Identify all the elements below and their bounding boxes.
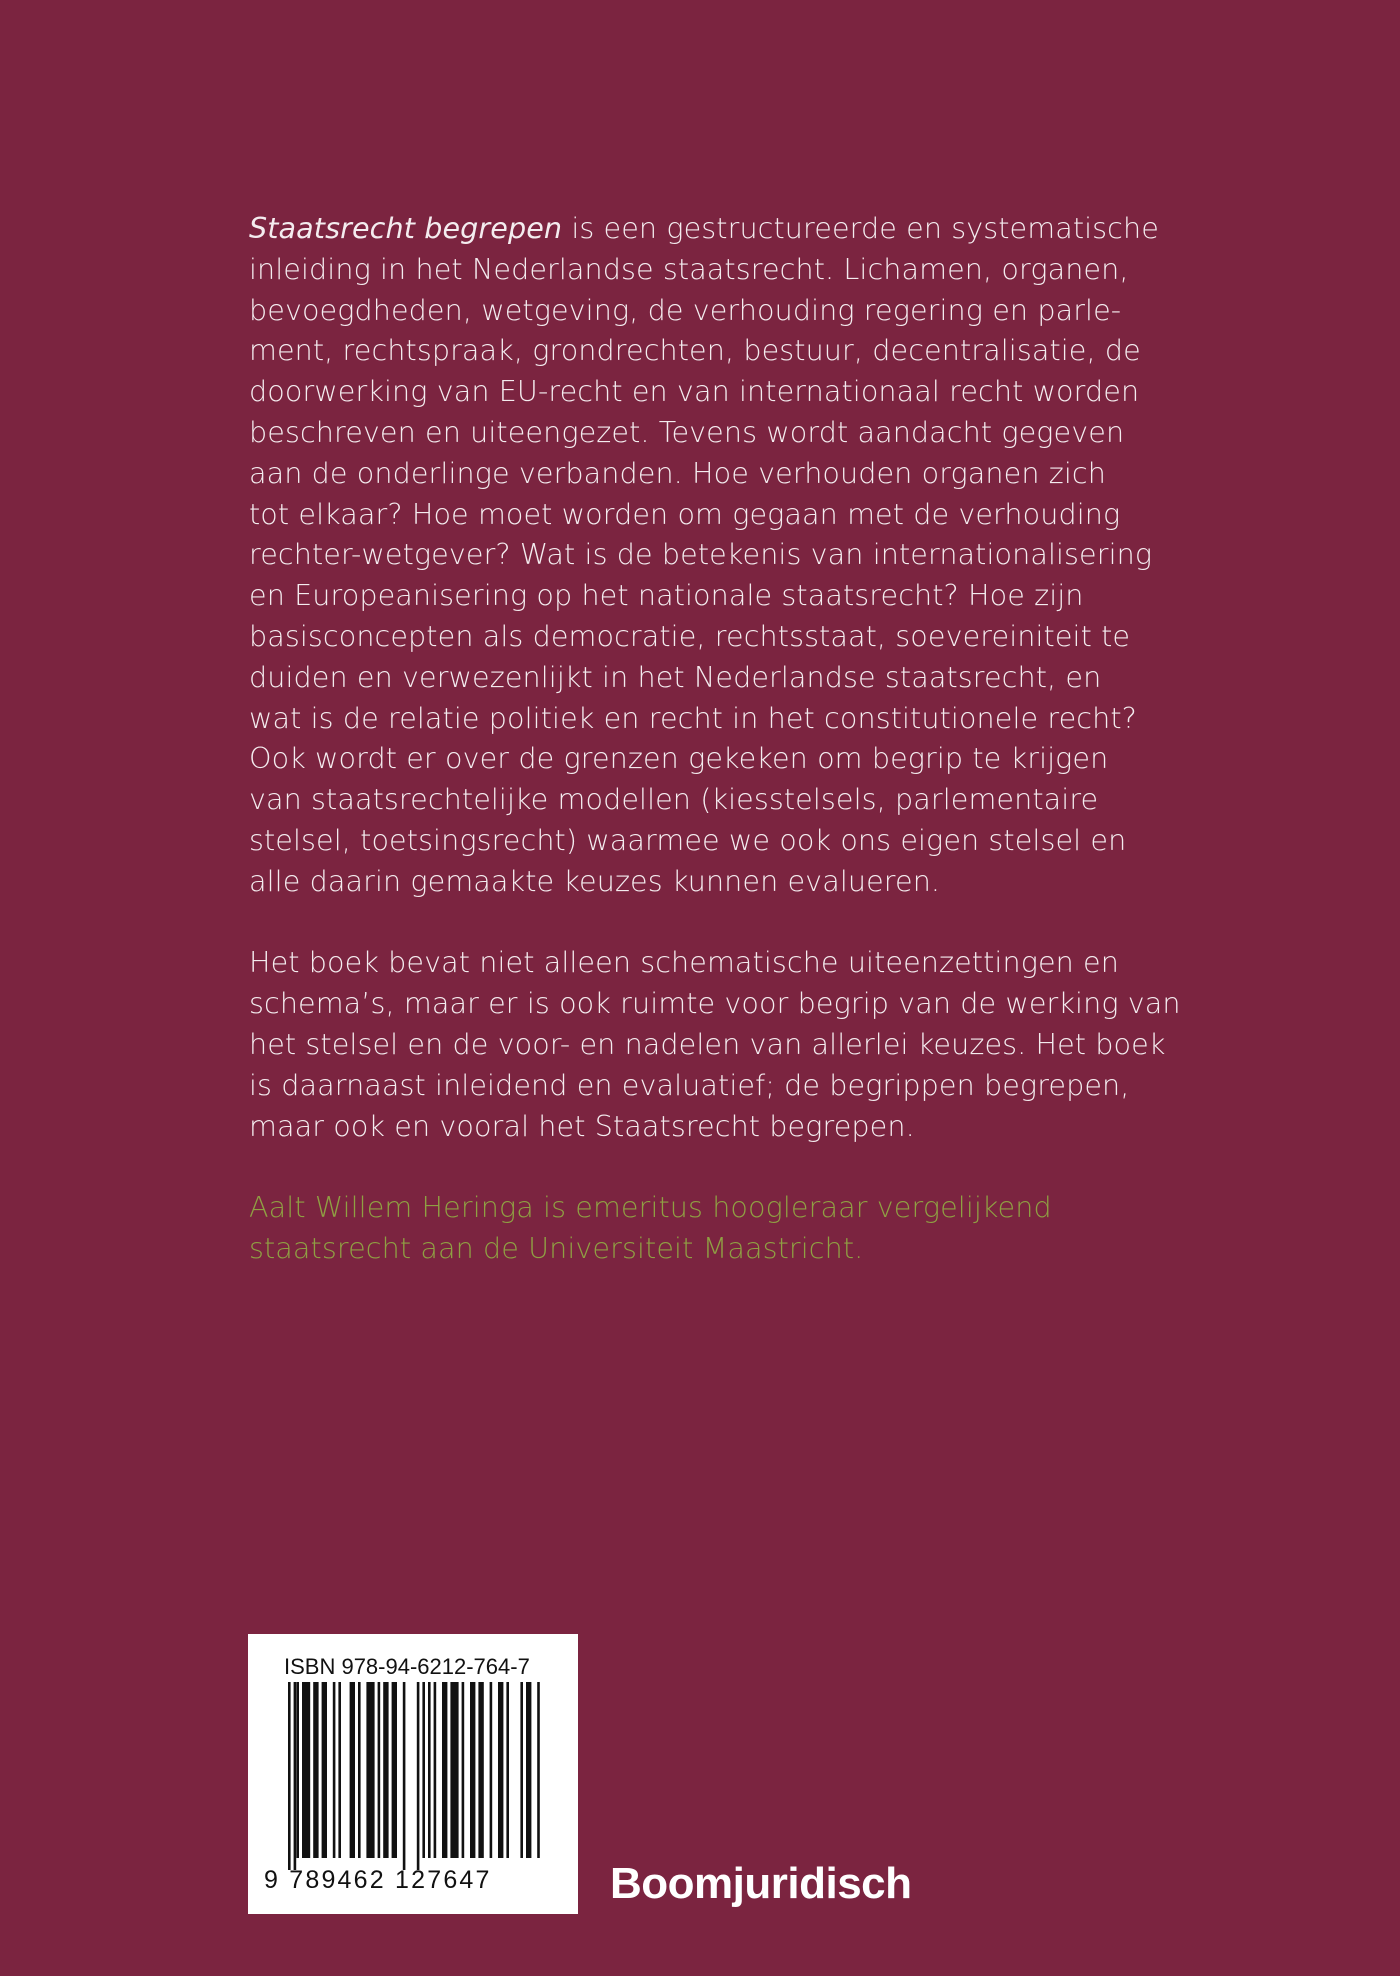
- barcode-bar: [403, 1682, 406, 1870]
- barcode-bar: [422, 1682, 425, 1858]
- blurb-line: stelsel, toetsingsrecht) waarmee we ook ons eigen stelsel en: [249, 822, 1127, 857]
- barcode-bar: [333, 1682, 336, 1858]
- blurb-line: is daarnaast inleidend en evaluatief; de begrippen begrepen,: [249, 1067, 1130, 1102]
- blurb-line: ment, rechtspraak, grondrechten, bestuur, decentralisatie, de: [249, 333, 1141, 368]
- barcode-bar: [498, 1682, 503, 1858]
- barcode-bar: [428, 1682, 431, 1858]
- book-title: Staatsrecht begrepen: [249, 211, 563, 245]
- blurb-line: en Europeanisering op het nationale staatsrecht? Hoe zijn: [249, 578, 1084, 613]
- author-bio-line: staatsrecht aan de Universiteit Maastricht.: [249, 1230, 864, 1265]
- barcode-bar: [417, 1682, 420, 1870]
- blurb-line: maar ook en vooral het Staatsrecht begrepen.: [249, 1108, 915, 1143]
- barcode-bar: [383, 1682, 388, 1858]
- barcode-bar: [302, 1682, 310, 1858]
- barcode-bar: [322, 1682, 327, 1858]
- barcode-bar: [338, 1682, 341, 1858]
- barcode-bar: [350, 1682, 355, 1858]
- barcode-bar: [442, 1682, 447, 1858]
- barcode-bar: [294, 1682, 297, 1870]
- paragraph-description: [249, 208, 1169, 902]
- blurb-line: aan de onderlinge verbanden. Hoe verhouden organen zich: [249, 455, 1106, 490]
- blurb-line: wat is de relatie politiek en recht in het constitutionele recht?: [249, 700, 1137, 735]
- blurb-line: van staatsrechtelijke modellen (kiesstelsels, parlementaire: [249, 782, 1099, 817]
- blurb-line: duiden en verwezenlijkt in het Nederlandse staatsrecht, en: [249, 659, 1102, 694]
- author-bio-line: Aalt Willem Heringa is emeritus hoogleraar vergelijkend: [249, 1190, 1052, 1225]
- blurb-line: basisconcepten als democratie, rechtsstaat, soevereiniteit te: [249, 618, 1131, 653]
- blurb-line: bevoegdheden, wetgeving, de verhouding regering en parle-: [249, 292, 1122, 327]
- barcode-icon: [288, 1682, 544, 1870]
- barcode-bar: [392, 1682, 397, 1858]
- paragraph-evaluation: [249, 942, 1181, 1146]
- barcode-bar: [378, 1682, 381, 1858]
- barcode-bar: [520, 1682, 523, 1858]
- barcode-bar: [358, 1682, 361, 1858]
- blurb-line: doorwerking van EU-recht en van internationaal recht worden: [249, 374, 1140, 409]
- author-bio: [249, 1187, 1169, 1269]
- blurb-line: tot elkaar? Hoe moet worden om gegaan met de verhouding: [249, 496, 1121, 531]
- barcode-bar: [296, 1682, 299, 1858]
- isbn-barcode-panel: [248, 1634, 578, 1914]
- blurb-line: schema’s, maar er is ook ruimte voor begrip van de werking van: [249, 986, 1181, 1021]
- barcode-bar: [450, 1682, 458, 1858]
- barcode-bar: [288, 1682, 291, 1870]
- blurb-line: beschreven en uiteengezet. Tevens wordt aandacht gegeven: [249, 414, 1125, 449]
- blurb-line: Ook wordt er over de grenzen gekeken om begrip te krijgen: [249, 741, 1109, 776]
- paragraph-spacer: [249, 902, 1169, 943]
- barcode-digits: 9 789462 127647: [264, 1866, 492, 1894]
- barcode-bar: [366, 1682, 374, 1858]
- barcode-bar: [506, 1682, 509, 1858]
- barcode-bar: [526, 1682, 531, 1858]
- paragraph-spacer: [249, 1146, 1169, 1187]
- publisher-logo: Boomjuridisch: [610, 1859, 912, 1908]
- blurb-line: rechter-wetgever? Wat is de betekenis van internationalisering: [249, 537, 1153, 572]
- isbn-label: ISBN 978-94-6212-764-7: [284, 1654, 530, 1679]
- barcode-bar: [470, 1682, 475, 1858]
- barcode-bar: [478, 1682, 483, 1858]
- barcode-bar: [490, 1682, 493, 1858]
- barcode-bar: [462, 1682, 465, 1858]
- barcode-bar: [434, 1682, 437, 1858]
- blurb-line: het stelsel en de voor- en nadelen van allerlei keuzes. Het boek: [249, 1026, 1166, 1061]
- blurb-line: [249, 208, 1169, 249]
- barcode-bar: [313, 1682, 318, 1858]
- blurb-line: inleiding in het Nederlandse staatsrecht. Lichamen, organen,: [249, 251, 1129, 286]
- blurb-line: alle daarin gemaakte keuzes kunnen evalueren.: [249, 863, 941, 898]
- blurb-text: [249, 208, 1181, 1269]
- blurb-line-text: is een gestructureerde en systematische: [562, 211, 1159, 245]
- blurb-line: Het boek bevat niet alleen schematische uiteenzettingen en: [249, 945, 1119, 980]
- barcode-bar: [537, 1682, 540, 1858]
